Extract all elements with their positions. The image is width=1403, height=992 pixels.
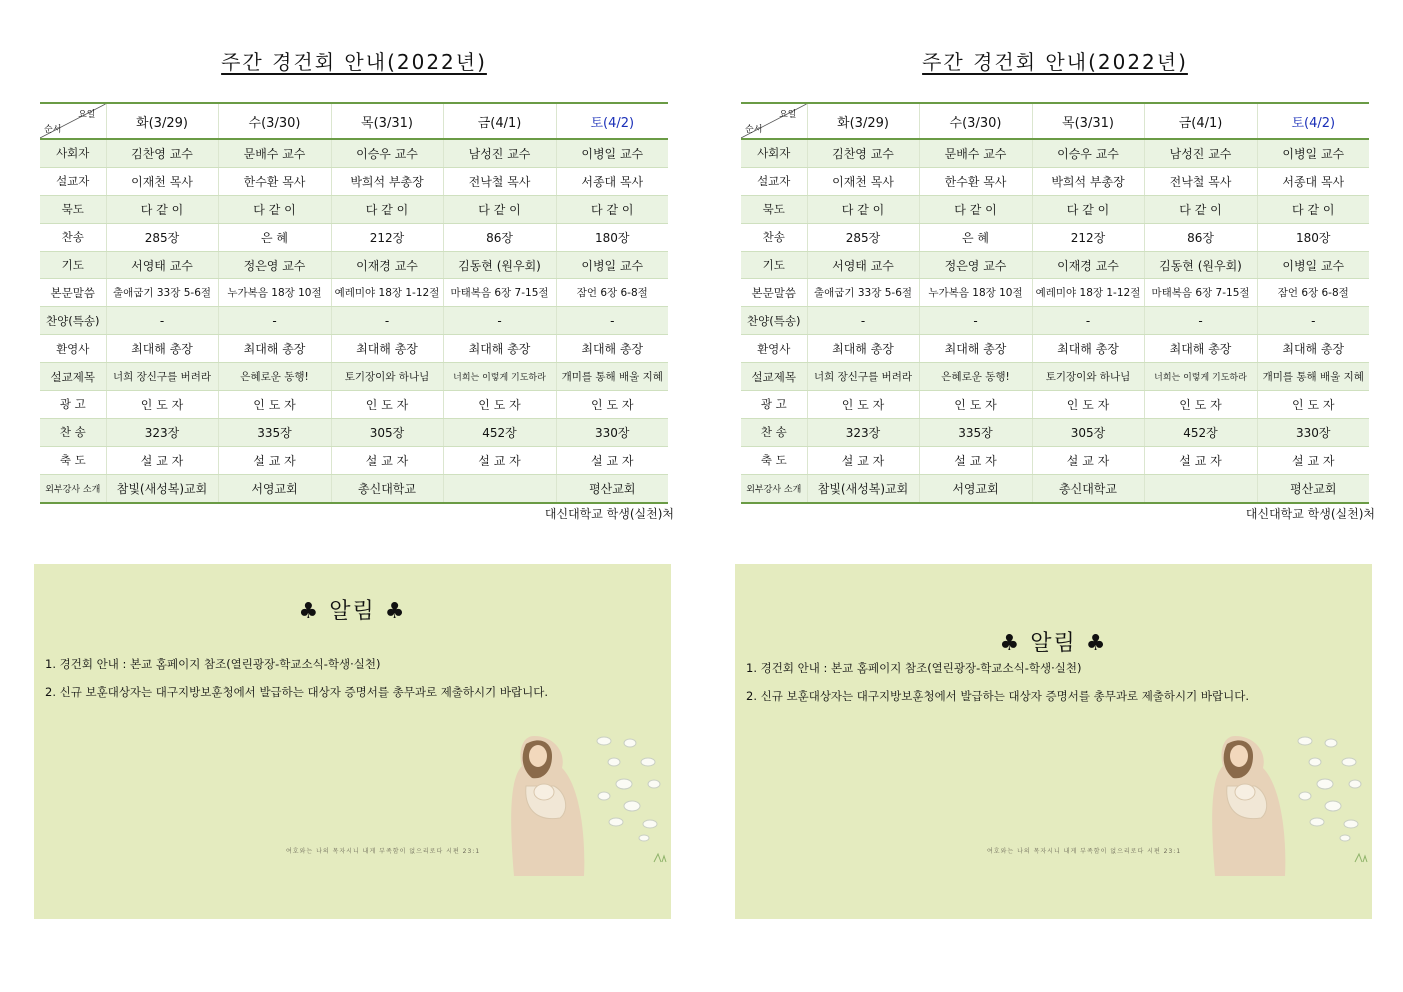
schedule-cell: 인 도 자 [1144,391,1257,419]
schedule-cell: 86장 [1144,223,1257,251]
schedule-cell: 305장 [1032,418,1144,446]
schedule-cell: 452장 [1144,418,1257,446]
table-header-row [40,103,668,139]
schedule-cell: 토기장이와 하나님 [331,363,443,391]
schedule-cell: 305장 [331,418,443,446]
schedule-cell: 은혜로운 동행! [919,363,1032,391]
notice-box [735,564,1372,919]
day-column-header: 토(4/2) [556,103,668,139]
row-label: 찬송 [40,223,106,251]
schedule-cell: 인 도 자 [1032,391,1144,419]
table-row [40,335,668,363]
schedule-cell: 전낙철 목사 [1144,167,1257,195]
schedule-cell: 은 혜 [919,223,1032,251]
schedule-cell: 335장 [919,418,1032,446]
schedule-cell: 총신대학교 [1032,474,1144,502]
row-label: 설교자 [40,167,106,195]
table-row [741,446,1369,474]
table-row [40,223,668,251]
schedule-cell: 최대해 총장 [218,335,331,363]
schedule-cell: 285장 [106,223,218,251]
table-row [40,195,668,223]
notice-title: ♣ 알림 ♣ [298,599,407,624]
schedule-cell: 박희석 부총장 [1032,167,1144,195]
scripture-verse: 여호와는 나의 목자시니 내게 부족함이 없으리로다 시편 23:1 [286,848,481,855]
schedule-cell: 김동현 (원우회) [443,251,556,279]
schedule-cell: 이승우 교수 [1032,139,1144,167]
table-header-row [741,103,1369,139]
table-row [40,474,668,502]
schedule-cell: 설 교 자 [807,446,919,474]
schedule-cell: 다 같 이 [331,195,443,223]
schedule-cell: 누가복음 18장 10절 [218,279,331,307]
schedule-cell: 최대해 총장 [443,335,556,363]
schedule-cell: 평산교회 [556,474,668,502]
schedule-cell: 김찬영 교수 [106,139,218,167]
corner-order-label: 순서 [44,125,62,135]
schedule-cell: 최대해 총장 [807,335,919,363]
schedule-cell: 서영태 교수 [106,251,218,279]
schedule-cell: 예레미야 18장 1-12절 [1032,279,1144,307]
schedule-cell: 토기장이와 하나님 [1032,363,1144,391]
schedule-cell: 설 교 자 [218,446,331,474]
schedule-cell: 330장 [556,418,668,446]
schedule-cell: - [218,307,331,335]
schedule-cell: - [919,307,1032,335]
row-label: 환영사 [40,335,106,363]
schedule-cell: 너희는 이렇게 기도하라 [443,363,556,391]
schedule-cell: 설 교 자 [443,446,556,474]
day-column-header: 수(3/30) [919,103,1032,139]
schedule-cell: 인 도 자 [106,391,218,419]
schedule-cell: 총신대학교 [331,474,443,502]
page-title-text: 주간 경건회 안내(2022년) [221,50,487,74]
schedule-cell: - [1032,307,1144,335]
row-label: 외부강사 소개 [40,474,106,502]
schedule-cell: 이병일 교수 [1257,139,1369,167]
notice-item: 2. 신규 보훈대상자는 대구지방보훈청에서 발급하는 대상자 증명서를 총무과로 제출하시기 바랍니다. [746,689,1249,703]
schedule-cell: 이재천 목사 [106,167,218,195]
table-row [741,307,1369,335]
schedule-cell: 최대해 총장 [106,335,218,363]
row-label: 사회자 [741,139,807,167]
table-corner-cell [40,103,106,139]
day-column-header: 화(3/29) [807,103,919,139]
notice-title: ♣ 알림 ♣ [999,631,1108,656]
row-label: 본문말씀 [40,279,106,307]
schedule-cell: 너희 장신구를 버려라 [807,363,919,391]
schedule-cell: 다 같 이 [106,195,218,223]
schedule-cell: - [807,307,919,335]
schedule-cell: 다 같 이 [556,195,668,223]
schedule-cell: 김동현 (원우회) [1144,251,1257,279]
table-row [40,363,668,391]
schedule-cell: 335장 [218,418,331,446]
table-row [741,363,1369,391]
table-row [741,139,1369,167]
row-label: 외부강사 소개 [741,474,807,502]
table-row [741,391,1369,419]
row-label: 묵도 [40,195,106,223]
schedule-cell: 인 도 자 [807,391,919,419]
row-label: 기도 [741,251,807,279]
schedule-cell: 인 도 자 [919,391,1032,419]
schedule-cell: - [331,307,443,335]
row-label: 묵도 [741,195,807,223]
schedule-cell: 이병일 교수 [556,139,668,167]
row-label: 찬송 [741,223,807,251]
row-label: 찬양(특송) [741,307,807,335]
schedule-cell: 설 교 자 [919,446,1032,474]
table-row [40,279,668,307]
schedule-cell: 212장 [1032,223,1144,251]
issuer-label: 대신대학교 학생(실천)처 [544,507,674,521]
schedule-cell: 최대해 총장 [1032,335,1144,363]
issuer-label: 대신대학교 학생(실천)처 [1245,507,1375,521]
schedule-cell: 참빛(새성복)교회 [106,474,218,502]
schedule-cell: 전낙철 목사 [443,167,556,195]
row-label: 광 고 [741,391,807,419]
schedule-cell: 설 교 자 [1032,446,1144,474]
schedule-cell: 은혜로운 동행! [218,363,331,391]
schedule-cell [1144,474,1257,502]
schedule-cell: 인 도 자 [443,391,556,419]
row-label: 환영사 [741,335,807,363]
schedule-cell: 잠언 6장 6-8절 [1257,279,1369,307]
schedule-cell: 최대해 총장 [1257,335,1369,363]
schedule-cell: 인 도 자 [1257,391,1369,419]
day-column-header: 수(3/30) [218,103,331,139]
schedule-cell: 330장 [1257,418,1369,446]
schedule-cell: - [556,307,668,335]
schedule-cell: 최대해 총장 [1144,335,1257,363]
schedule-cell: - [443,307,556,335]
table-row [40,251,668,279]
row-label: 축 도 [40,446,106,474]
schedule-cell: 마태복음 6장 7-15절 [443,279,556,307]
table-row [40,139,668,167]
chapel-schedule-table [40,102,668,504]
table-row [741,251,1369,279]
schedule-cell: 평산교회 [1257,474,1369,502]
table-row [40,446,668,474]
schedule-cell: 개미를 통해 배울 지혜 [1257,363,1369,391]
schedule-cell: 설 교 자 [1144,446,1257,474]
row-label: 설교제목 [741,363,807,391]
schedule-cell: 이재경 교수 [331,251,443,279]
schedule-cell: 서영교회 [218,474,331,502]
schedule-cell: 출애굽기 33장 5-6절 [106,279,218,307]
schedule-cell: 인 도 자 [556,391,668,419]
page-title [34,46,674,75]
schedule-cell: 다 같 이 [443,195,556,223]
schedule-cell: 너희는 이렇게 기도하라 [1144,363,1257,391]
table-row [741,223,1369,251]
row-label: 광 고 [40,391,106,419]
schedule-cell: 다 같 이 [1032,195,1144,223]
row-label: 찬 송 [741,418,807,446]
schedule-cell: 이재천 목사 [807,167,919,195]
row-label: 찬 송 [40,418,106,446]
schedule-cell: 문배수 교수 [218,139,331,167]
schedule-cell: 180장 [1257,223,1369,251]
schedule-cell: 마태복음 6장 7-15절 [1144,279,1257,307]
schedule-cell: 은 혜 [218,223,331,251]
schedule-cell: 최대해 총장 [331,335,443,363]
row-label: 축 도 [741,446,807,474]
schedule-cell: 설 교 자 [106,446,218,474]
notice-item: 1. 경건회 안내 : 본교 홈페이지 참조(열린광장-학교소식-학생·실천) [45,657,381,671]
schedule-cell: 정은영 교수 [218,251,331,279]
schedule-cell: 인 도 자 [218,391,331,419]
notice-item: 1. 경건회 안내 : 본교 홈페이지 참조(열린광장-학교소식-학생·실천) [746,661,1082,675]
table-row [40,418,668,446]
schedule-cell: 문배수 교수 [919,139,1032,167]
corner-order-label: 순서 [745,125,763,135]
row-label: 찬양(특송) [40,307,106,335]
schedule-cell: - [1144,307,1257,335]
row-label: 기도 [40,251,106,279]
schedule-cell: 323장 [106,418,218,446]
schedule-cell: 최대해 총장 [919,335,1032,363]
schedule-cell: 다 같 이 [1144,195,1257,223]
schedule-cell: 참빛(새성복)교회 [807,474,919,502]
day-column-header: 목(3/31) [1032,103,1144,139]
page-title-text: 주간 경건회 안내(2022년) [922,50,1188,74]
chapel-schedule-table [741,102,1369,504]
schedule-cell: 다 같 이 [1257,195,1369,223]
schedule-cell: 잠언 6장 6-8절 [556,279,668,307]
schedule-cell: 남성진 교수 [443,139,556,167]
table-row [40,307,668,335]
schedule-cell: 212장 [331,223,443,251]
table-corner-cell [741,103,807,139]
schedule-cell: 설 교 자 [331,446,443,474]
schedule-cell: 서영태 교수 [807,251,919,279]
schedule-cell: 이병일 교수 [556,251,668,279]
day-column-header: 금(4/1) [1144,103,1257,139]
table-row [741,279,1369,307]
notice-item: 2. 신규 보훈대상자는 대구지방보훈청에서 발급하는 대상자 증명서를 총무과로 제출하시기 바랍니다. [45,685,548,699]
schedule-cell: 개미를 통해 배울 지혜 [556,363,668,391]
schedule-cell: 이재경 교수 [1032,251,1144,279]
schedule-cell: 한수환 목사 [919,167,1032,195]
schedule-cell: 누가복음 18장 10절 [919,279,1032,307]
day-column-header: 금(4/1) [443,103,556,139]
schedule-cell: 이승우 교수 [331,139,443,167]
schedule-cell: 다 같 이 [807,195,919,223]
table-row [40,391,668,419]
schedule-cell: 285장 [807,223,919,251]
schedule-cell [443,474,556,502]
schedule-cell: - [1257,307,1369,335]
table-row [741,335,1369,363]
corner-day-label: 요일 [78,110,96,120]
shepherd-illustration-icon [504,726,671,876]
table-row [741,167,1369,195]
row-label: 본문말씀 [741,279,807,307]
schedule-cell: 서종대 목사 [556,167,668,195]
schedule-cell: 452장 [443,418,556,446]
schedule-cell: 김찬영 교수 [807,139,919,167]
day-column-header: 목(3/31) [331,103,443,139]
schedule-cell: 서종대 목사 [1257,167,1369,195]
shepherd-illustration-icon [1205,726,1372,876]
schedule-cell: 323장 [807,418,919,446]
schedule-cell: - [106,307,218,335]
schedule-cell: 예레미야 18장 1-12절 [331,279,443,307]
day-column-header: 토(4/2) [1257,103,1369,139]
schedule-cell: 너희 장신구를 버려라 [106,363,218,391]
schedule-cell: 이병일 교수 [1257,251,1369,279]
schedule-cell: 정은영 교수 [919,251,1032,279]
schedule-cell: 서영교회 [919,474,1032,502]
row-label: 설교제목 [40,363,106,391]
schedule-cell: 최대해 총장 [556,335,668,363]
row-label: 사회자 [40,139,106,167]
page-title [735,46,1375,75]
schedule-cell: 다 같 이 [218,195,331,223]
schedule-cell: 인 도 자 [331,391,443,419]
table-row [741,474,1369,502]
scripture-verse: 여호와는 나의 목자시니 내게 부족함이 없으리로다 시편 23:1 [987,848,1182,855]
corner-day-label: 요일 [779,110,797,120]
schedule-cell: 남성진 교수 [1144,139,1257,167]
schedule-cell: 박희석 부총장 [331,167,443,195]
schedule-cell: 180장 [556,223,668,251]
row-label: 설교자 [741,167,807,195]
schedule-cell: 설 교 자 [556,446,668,474]
schedule-cell: 다 같 이 [919,195,1032,223]
notice-box [34,564,671,919]
day-column-header: 화(3/29) [106,103,218,139]
table-row [741,195,1369,223]
table-row [741,418,1369,446]
schedule-cell: 한수환 목사 [218,167,331,195]
schedule-cell: 출애굽기 33장 5-6절 [807,279,919,307]
schedule-cell: 86장 [443,223,556,251]
schedule-cell: 설 교 자 [1257,446,1369,474]
table-row [40,167,668,195]
